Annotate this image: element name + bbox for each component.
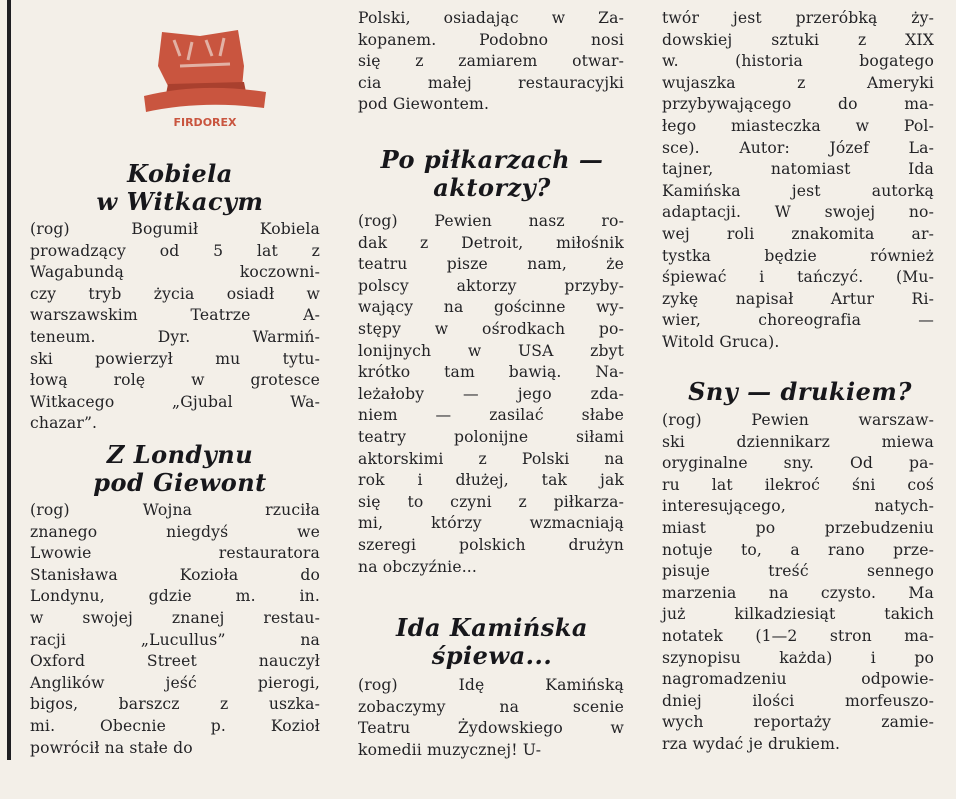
text-line: warszawskim Teatrze A- — [30, 306, 320, 325]
text-line: twór jest przeróbką ży- — [662, 9, 934, 27]
article-body — [30, 500, 320, 759]
text-line: przybywającego do ma- — [662, 95, 934, 114]
text-line: pod Giewontem. — [358, 95, 490, 114]
text-line: Oxford Street nauczył — [30, 652, 320, 671]
text-line: powrócił na stałe do — [30, 738, 193, 757]
text-line: szeregi polskich drużyn — [358, 535, 624, 554]
title-line: śpiewa... — [431, 641, 553, 670]
text-line: się z zamiarem otwar- — [358, 52, 624, 71]
text-line: rok i dłużej, tak jak — [358, 471, 624, 490]
article-title — [652, 378, 948, 406]
text-line: dniej ilości morfeuszo- — [662, 691, 934, 710]
article-body — [358, 211, 624, 578]
text-line: interesującego, natych- — [662, 497, 934, 516]
column-rule — [7, 0, 11, 760]
text-line: chazar”. — [30, 414, 98, 433]
text-line: komedii muzycznej! U- — [358, 740, 542, 759]
text-line: śpiewać i tańczyć. (Mu- — [662, 268, 934, 287]
text-line: wej roli znakomita ar- — [662, 224, 934, 243]
text-line: szynopisu każda) i po — [662, 648, 934, 667]
text-line: miast po przebudzeniu — [662, 518, 934, 537]
text-line: się to czyni z piłkarza- — [358, 492, 624, 511]
text-line: nagromadzeniu odpowie- — [662, 670, 934, 689]
text-line: racji „Lucullus” na — [30, 630, 320, 649]
text-line: leżałoby — jego zda- — [358, 384, 624, 403]
text-line: Teatru Żydowskiego w — [358, 719, 624, 738]
text-line: rza wydać je drukiem. — [662, 734, 841, 753]
article-body — [30, 219, 320, 435]
article-title — [354, 146, 630, 202]
logo-text: FIRDOREX — [173, 116, 237, 129]
title-line: Po piłkarzach — — [380, 145, 604, 174]
text-line: łową rolę w grotesce — [30, 371, 320, 390]
text-line: dak z Detroit, miłośnik — [358, 233, 624, 252]
text-line: zobaczymy na scenie — [358, 697, 624, 716]
text-line: teneum. Dyr. Warmiń- — [30, 327, 320, 346]
text-line: lonijnych w USA zbyt — [358, 341, 624, 360]
text-line: już kilkadziesiąt takich — [662, 605, 934, 624]
text-line: polscy aktorzy przyby- — [358, 276, 624, 295]
hat-logo-icon — [140, 26, 270, 130]
text-line: aktorskimi z Polski na — [358, 449, 624, 468]
text-line: wujaszka z Ameryki — [662, 73, 934, 92]
text-line: (rog) Pewien warszaw- — [662, 411, 934, 429]
text-line: ski powierzył mu tytu- — [30, 349, 320, 368]
text-line: czy tryb życia osiadł w — [30, 284, 320, 303]
text-line: bigos, barszcz z uszka- — [30, 695, 320, 714]
text-line: Stanisława Kozioła do — [30, 565, 320, 584]
text-line: w. (historia bogatego — [662, 52, 934, 71]
text-line: dowskiej sztuki z XIX — [662, 30, 934, 49]
text-line: kopanem. Podobno nosi — [358, 30, 624, 49]
text-line: teatry polonijne siłami — [358, 427, 624, 446]
title-line: aktorzy? — [433, 173, 551, 202]
text-line: tajner, natomiast Ida — [662, 160, 934, 179]
text-line: marzenia na czysto. Ma — [662, 583, 934, 602]
text-line: niem — zasilać słabe — [358, 406, 624, 425]
text-line: teatru pisze nam, że — [358, 255, 624, 274]
article-title — [30, 441, 330, 497]
text-line: oryginalne sny. Od pa- — [662, 454, 934, 473]
text-line: wający na gościnne wy- — [358, 298, 624, 317]
text-line: notatek (1—2 stron ma- — [662, 626, 934, 645]
text-line: mi, którzy wzmacniają — [358, 514, 624, 533]
article-body — [358, 675, 624, 761]
text-line: łego miasteczka w Pol- — [662, 116, 934, 135]
text-line: mi. Obecnie p. Kozioł — [30, 716, 320, 735]
text-line: (rog) Pewien nasz ro- — [358, 212, 624, 230]
text-line: wier, choreografia — — [662, 311, 934, 330]
text-line: stępy w ośrodkach po- — [358, 319, 624, 338]
text-line: na obczyźnie... — [358, 557, 478, 576]
title-line: pod Giewont — [93, 468, 267, 497]
text-line: Lwowie restauratora — [30, 544, 320, 563]
text-line: zykę napisał Artur Ri- — [662, 289, 934, 308]
article-continuation — [662, 8, 934, 354]
article-title — [354, 614, 630, 670]
text-line: (rog) Wojna rzuciła — [30, 501, 320, 519]
text-line: tystka będzie również — [662, 246, 934, 265]
text-line: krótko tam bawią. Na- — [358, 363, 624, 382]
text-line: Kamińska jest autorką — [662, 181, 934, 200]
text-line: ski dziennikarz miewa — [662, 432, 934, 451]
text-line: Londynu, gdzie m. in. — [30, 587, 320, 606]
text-line: prowadzący od 5 lat z — [30, 241, 320, 260]
text-line: pisuje treść sennego — [662, 562, 934, 581]
title-line: Kobiela — [127, 159, 233, 188]
text-line: sce). Autor: Józef La- — [662, 138, 934, 157]
article-continuation — [358, 8, 624, 116]
text-line: Witkacego „Gjubal Wa- — [30, 392, 320, 411]
text-line: ru lat ilekroć śni coś — [662, 475, 934, 494]
text-line: Witold Gruca). — [662, 332, 780, 351]
text-line: notuje to, a rano prze- — [662, 540, 934, 559]
text-line: wych reportaży zamie- — [662, 713, 934, 732]
text-line: adaptacji. W swojej no- — [662, 203, 934, 222]
text-line: cia małej restauracyjki — [358, 73, 624, 92]
text-line: znanego niegdyś we — [30, 522, 320, 541]
text-line: w swojej znanej restau- — [30, 608, 320, 627]
title-line: Ida Kamińska — [396, 613, 588, 642]
article-title — [30, 160, 330, 216]
text-line: Polski, osiadając w Za- — [358, 9, 624, 27]
text-line: Anglików jeść pierogi, — [30, 673, 320, 692]
article-body — [662, 410, 934, 756]
title-line: w Witkacym — [96, 187, 264, 216]
text-line: (rog) Idę Kamińską — [358, 676, 624, 694]
title-line: Sny — drukiem? — [688, 377, 912, 406]
title-line: Z Londynu — [106, 440, 254, 469]
text-line: (rog) Bogumił Kobiela — [30, 220, 320, 238]
text-line: Wagabundą koczowni- — [30, 263, 320, 282]
